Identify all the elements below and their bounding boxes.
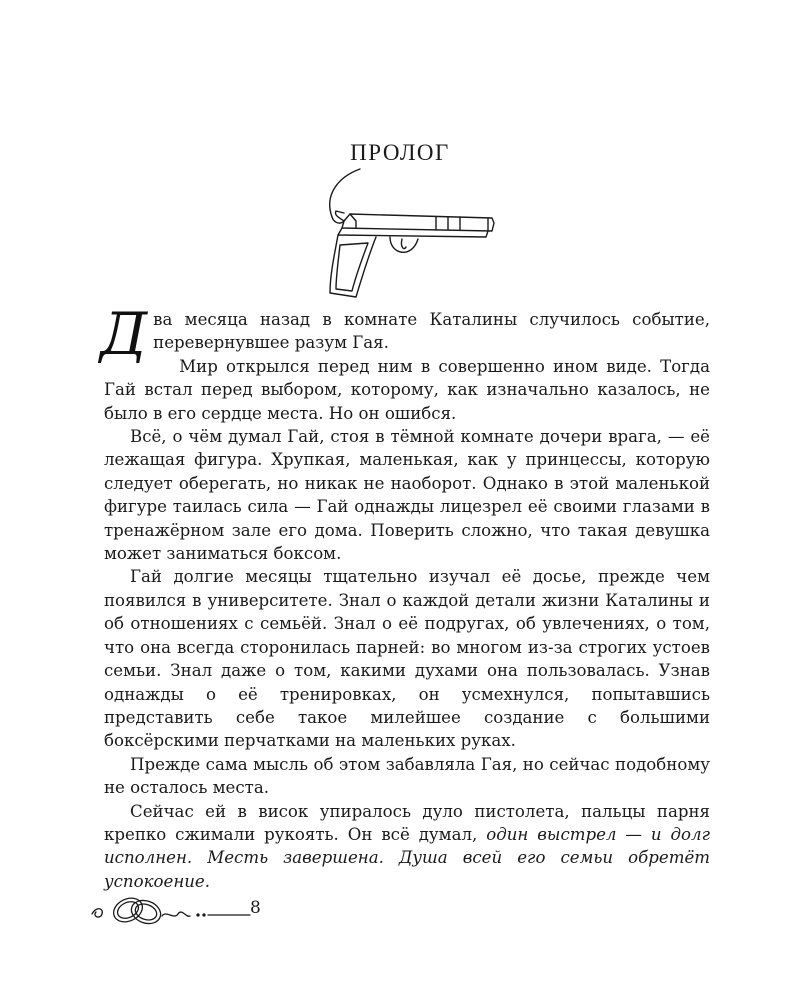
pistol-illustration	[316, 165, 506, 300]
paragraph-6-text: Сейчас ей в висок упиралось дуло пистолета, пальцы парня крепко сжимали рукоять. Он всё думал,	[104, 801, 710, 844]
paragraph-6-italic: один выстрел — и долг исполнен. Месть завершена. Душа всей его семьи обретёт успокоение.	[104, 824, 710, 891]
paragraph-4: Гай долгие месяцы тщательно изучал её досье, прежде чем появился в университете. Знал о каждой детали жизни Каталины и об отношениях с семьёй. Знал о её подругах, об увлечениях, о том, что она всегда сторонилась парней: во многом из-за строгих устоев семьи. Знал даже о том, какими духами она пользовалась. Узнав однажды о её тренировках, он усмехнулся, попытавшись представить себе такое милейшее создание с большими боксёрскими перчатками на маленьких руках.	[104, 567, 710, 751]
paragraph-2: Мир открылся перед ним в совершенно ином виде. Тогда Гай встал перед выбором, которому, как изначально казалось, не было в его сердце места. Но он ошибся.	[104, 356, 710, 423]
paragraph-1	[100, 300, 710, 368]
chapter-title: ПРОЛОГ	[350, 140, 450, 165]
body-text	[100, 300, 710, 893]
paragraph-3: Всё, о чём думал Гай, стоя в тёмной комнате дочери врага, — её лежащая фигура. Хрупкая, маленькая, как у принцессы, которую следует оберегать, но никак не наоборот. Однако в этой маленькой фигуре таилась сила — Гай однажды лицезрел её своими глазами в тренажёрном зале его дома. Поверить сложно, что такая девушка может заниматься боксом.	[104, 427, 710, 564]
paragraph-1-text: ва месяца назад в комнате Каталины случилось событие, перевернувшее разум Гая.	[153, 310, 710, 353]
paragraph-5: Прежде сама мысль об этом забавляла Гая, но сейчас подобному не осталось места.	[104, 754, 710, 798]
drop-cap: Д	[100, 300, 148, 368]
page-number: 8	[250, 898, 261, 918]
